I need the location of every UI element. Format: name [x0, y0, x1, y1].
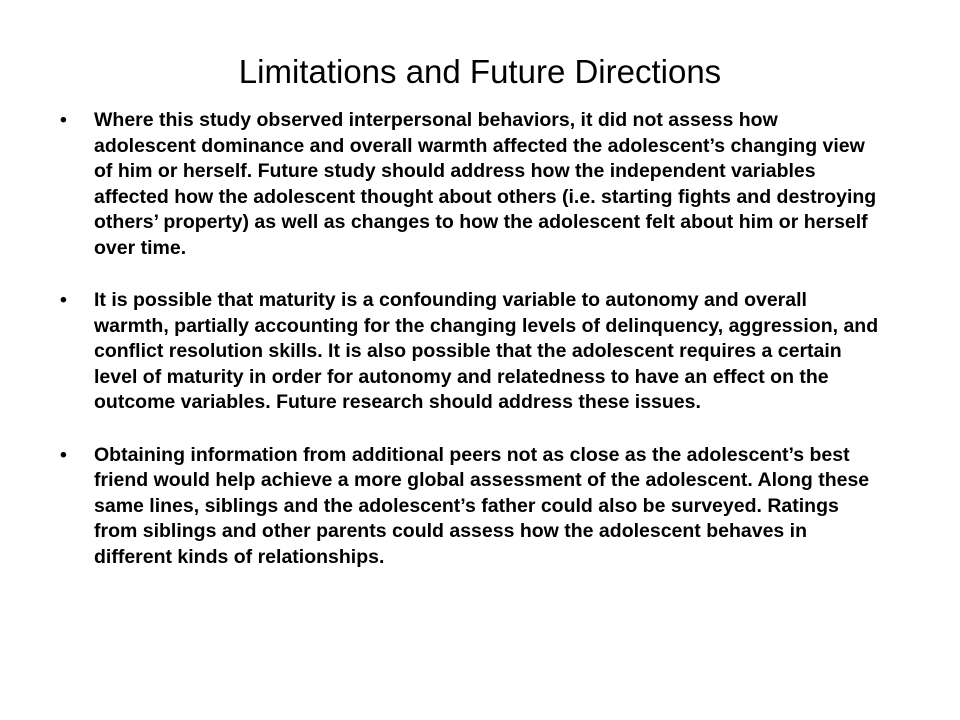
bullet-item: [60, 108, 880, 261]
bullet-text: Where this study observed interpersonal behaviors, it did not assess how adolescent dominance and overall warmth affected the adolescent’s changing view of him or herself. Future study should address how the independent variables affected how the adolescent thought about others (i.e. starting fights and destroying others’ property) as well as changes to how the adolescent felt about him or herself over time.: [94, 109, 877, 259]
bullet-list: [60, 108, 880, 597]
bullet-marker: •: [60, 443, 67, 466]
slide-title: Limitations and Future Directions: [238, 53, 722, 90]
bullet-text: Obtaining information from additional peers not as close as the adolescent’s best friend would help achieve a more global assessment of the adolescent. Along these same lines, siblings and the adolescent’s father could also be surveyed. Ratings from siblings and other parents could assess how the adolescent behaves in different kinds of relationships.: [94, 443, 870, 568]
bullet-marker: •: [60, 109, 67, 131]
bullet-item: [60, 288, 880, 416]
bullet-text: It is possible that maturity is a confounding variable to autonomy and overall warmth, partially accounting for the changing levels of delinquency, aggression, and conflict resolution skills. It is also possible that the adolescent requires a certain level of maturity in order for autonomy and relatedness to have an effect on the outcome variables. Future research should address these issues.: [94, 289, 879, 413]
bullet-marker: •: [60, 289, 67, 311]
bullet-item: [60, 443, 880, 571]
